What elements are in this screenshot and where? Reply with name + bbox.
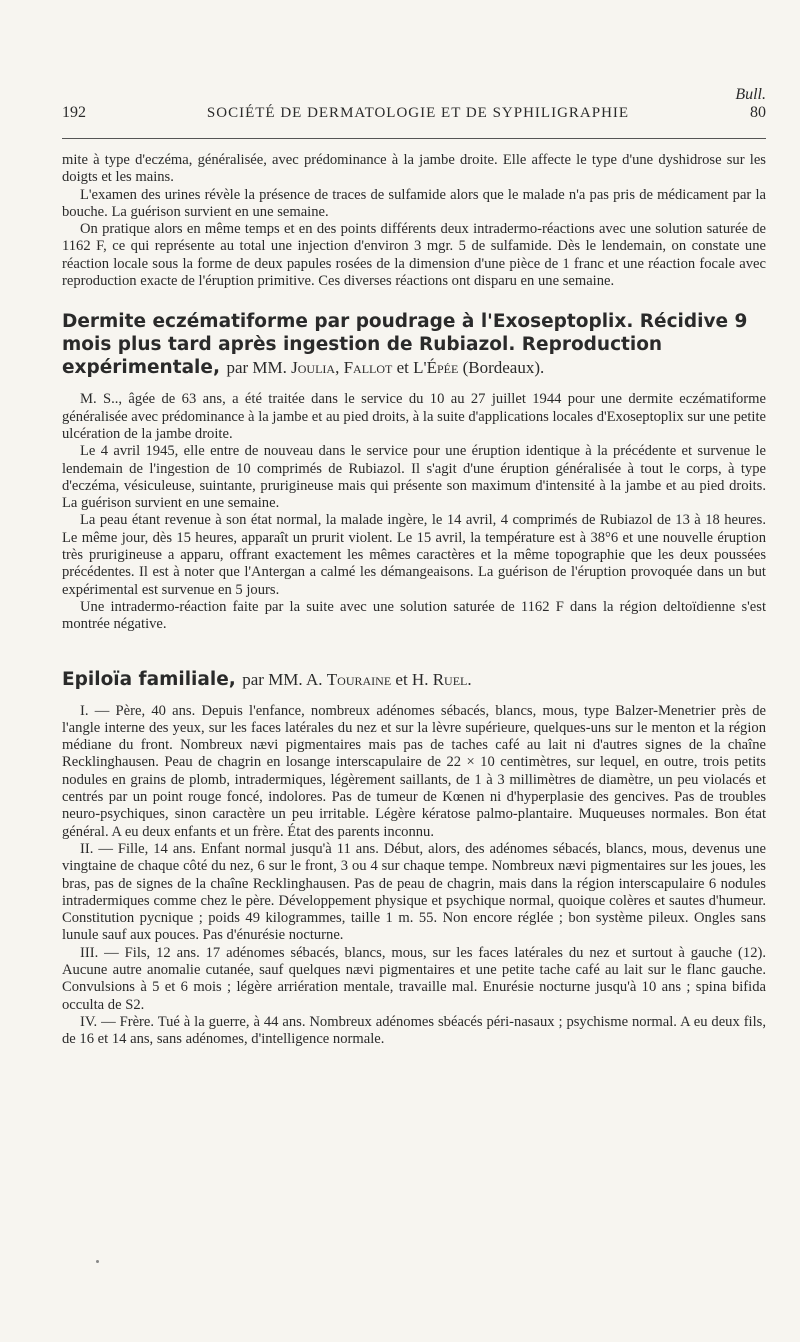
author-name: Touraine	[326, 669, 392, 689]
author-name: Fallot	[343, 358, 393, 378]
article-1-paragraph: Le 4 avril 1945, elle entre de nouveau dans le service pour une éruption identique à la précédente et survenue le lendemain de l'ingestion de 10 comprimés de Rubiazol. Il s'agit d'une éruption généralisée à tout le corps, à type d'eczéma, vésiculeuse, suintante, prurigineuse mais qui présente son maximum d'intensité à la jambe et au pied droits. La guérison survient en une semaine.	[62, 443, 766, 512]
running-title: SOCIÉTÉ DE DERMATOLOGIE ET DE SYPHILIGRAPHIE	[206, 105, 630, 121]
case-paragraph: II. — Fille, 14 ans. Enfant normal jusqu'à 11 ans. Début, alors, des adénomes sébacés, blancs, mous, devenus une vingtaine de chaque côté du nez, 6 sur le front, 3 ou 4 sur chaque tempe. Nombreux nævi pigmentaires sur les joues, les bras, pas de signes de la chaîne Recklinghausen. Pas de peau de chagrin, mais dans la région interscapulaire 6 nodules intradermiques comme chez le père. Développement physique et psychique normal, quoique colères et sautes d'humeur. Constitution pycnique ; poids 49 kilogrammes, taille 1 m. 55. Non encore réglée ; bon système pileux. Ongles sans lunule sauf aux pouces. Pas d'énurésie nocturne.	[62, 840, 766, 944]
article-1-title: Dermite eczématiforme par poudrage à l'Exoseptoplix. Récidive 9 mois plus tard après ingestion de Rubiazol. Reproduction expérimentale,	[62, 311, 748, 379]
article-1-paragraph: Une intradermo-réaction faite par la suite avec une solution saturée de 1162 F dans la région deltoïdienne s'est montrée négative.	[62, 598, 766, 633]
article-2-heading	[62, 668, 766, 691]
intro-paragraph: mite à type d'eczéma, généralisée, avec prédominance à la jambe droite. Elle affecte le type d'une dyshidrose sur les doigts et les mains.	[62, 152, 766, 186]
page-number: 192	[62, 104, 86, 121]
article-2-authors: par MM. A. Touraine et H. Ruel.	[242, 669, 472, 689]
article-1-heading	[62, 310, 766, 379]
intro-paragraph: On pratique alors en même temps et en des points différents deux intradermo-réactions avec une solution saturée de 1162 F, ce qui représente au total une injection d'environ 3 mgr. 5 de sulfamide. Dès le lendemain, on constate une réaction locale sous la forme de deux papules rosées de la dimension d'une pièce de 1 franc et une réaction focale avec reproduction exacte de l'éruption primitive. Ces diverses réactions ont disparu en une semaine.	[62, 221, 766, 290]
article-2-title: Epiloïa familiale,	[62, 668, 236, 690]
journal-abbreviation: Bull.	[735, 86, 766, 103]
article-1-paragraph: La peau étant revenue à son état normal, la malade ingère, le 14 avril, 4 comprimés de Rubiazol de 13 à 18 heures. Le même jour, dès 15 heures, apparaît un prurit violent. Le 15 avril, la température est à 38°6 et une nouvelle éruption très prurigineuse a apparu, offrant exactement les mêmes caractères et la même topographie que les deux poussées précédentes. Il est à noter que l'Antergan a calmé les démangeaisons. La guérison de l'éruption provoquée dans un but expérimental est survenue en 5 jours.	[62, 512, 766, 598]
intro-paragraph: L'examen des urines révèle la présence de traces de sulfamide alors que le malade n'a pas pris de médicament par la bouche. La guérison survient en une semaine.	[62, 186, 766, 220]
author-name: Joulia	[291, 358, 336, 378]
case-paragraph: III. — Fils, 12 ans. 17 adénomes sébacés, blancs, mous, sur les faces latérales du nez et surtout à gauche (12). Aucune autre anomalie cutanée, sauf quelques nævi pigmentaires et une petite tache café au lait sur le flanc gauche. Convulsions à 5 et 6 mois ; légère arriération mentale, travaille mal. Enurésie nocturne jusqu'à 10 ans ; spina bifida occulta de S2.	[62, 944, 766, 1013]
body-text	[62, 152, 766, 1048]
scan-speck	[96, 1260, 99, 1263]
case-paragraph: IV. — Frère. Tué à la guerre, à 44 ans. Nombreux adénomes sbéacés péri-nasaux ; psychisme normal. A eu deux fils, de 16 et 14 ans, sans adénomes, d'intelligence normale.	[62, 1013, 766, 1048]
article-1-authors: par MM. Joulia, Fallot et L'Épée (Bordeaux).	[226, 358, 545, 378]
header-rule	[62, 138, 766, 139]
issue-number: 80	[750, 104, 766, 121]
running-header	[62, 104, 766, 122]
author-name: L'Épée	[413, 358, 459, 378]
case-paragraph: I. — Père, 40 ans. Depuis l'enfance, nombreux adénomes sébacés, blancs, mous, type Balzer-Menetrier près de l'angle interne des yeux, sur les faces latérales du nez et sur la lèvre supérieure, quelques-uns sur le menton et la région médiane du front. Nombreux nævi pigmentaires mais pas de taches café au lait ni d'autres signes de la chaîne Recklinghausen. Peau de chagrin en losange interscapulaire de 22 × 10 centimètres, sur lequel, en outre, trois petits nodules en grains de plomb, intradermiques, légèrement saillants, de 1 à 3 millimètres de diamètre, un peu violacés et centrés par un point rouge foncé, indolores. Pas de tumeur de Kœnen ni d'hyperplasie des gencives. Pas de troubles neuro-psychiques, sinon caractère un peu irritable. Légère kératose palmo-plantaire. Muqueuses normales. Bon état général. A eu deux enfants et un frère. État des parents inconnu.	[62, 702, 766, 840]
affiliation: (Bordeaux).	[462, 358, 545, 378]
author-name: Ruel.	[432, 669, 472, 689]
article-1-paragraph: M. S.., âgée de 63 ans, a été traitée dans le service du 10 au 27 juillet 1944 pour une dermite eczématiforme généralisée avec prédominance à la jambe et au pied droits, à la suite d'applications locales d'Exoseptoplix sur une petite ulcération de la jambe droite.	[62, 391, 766, 442]
